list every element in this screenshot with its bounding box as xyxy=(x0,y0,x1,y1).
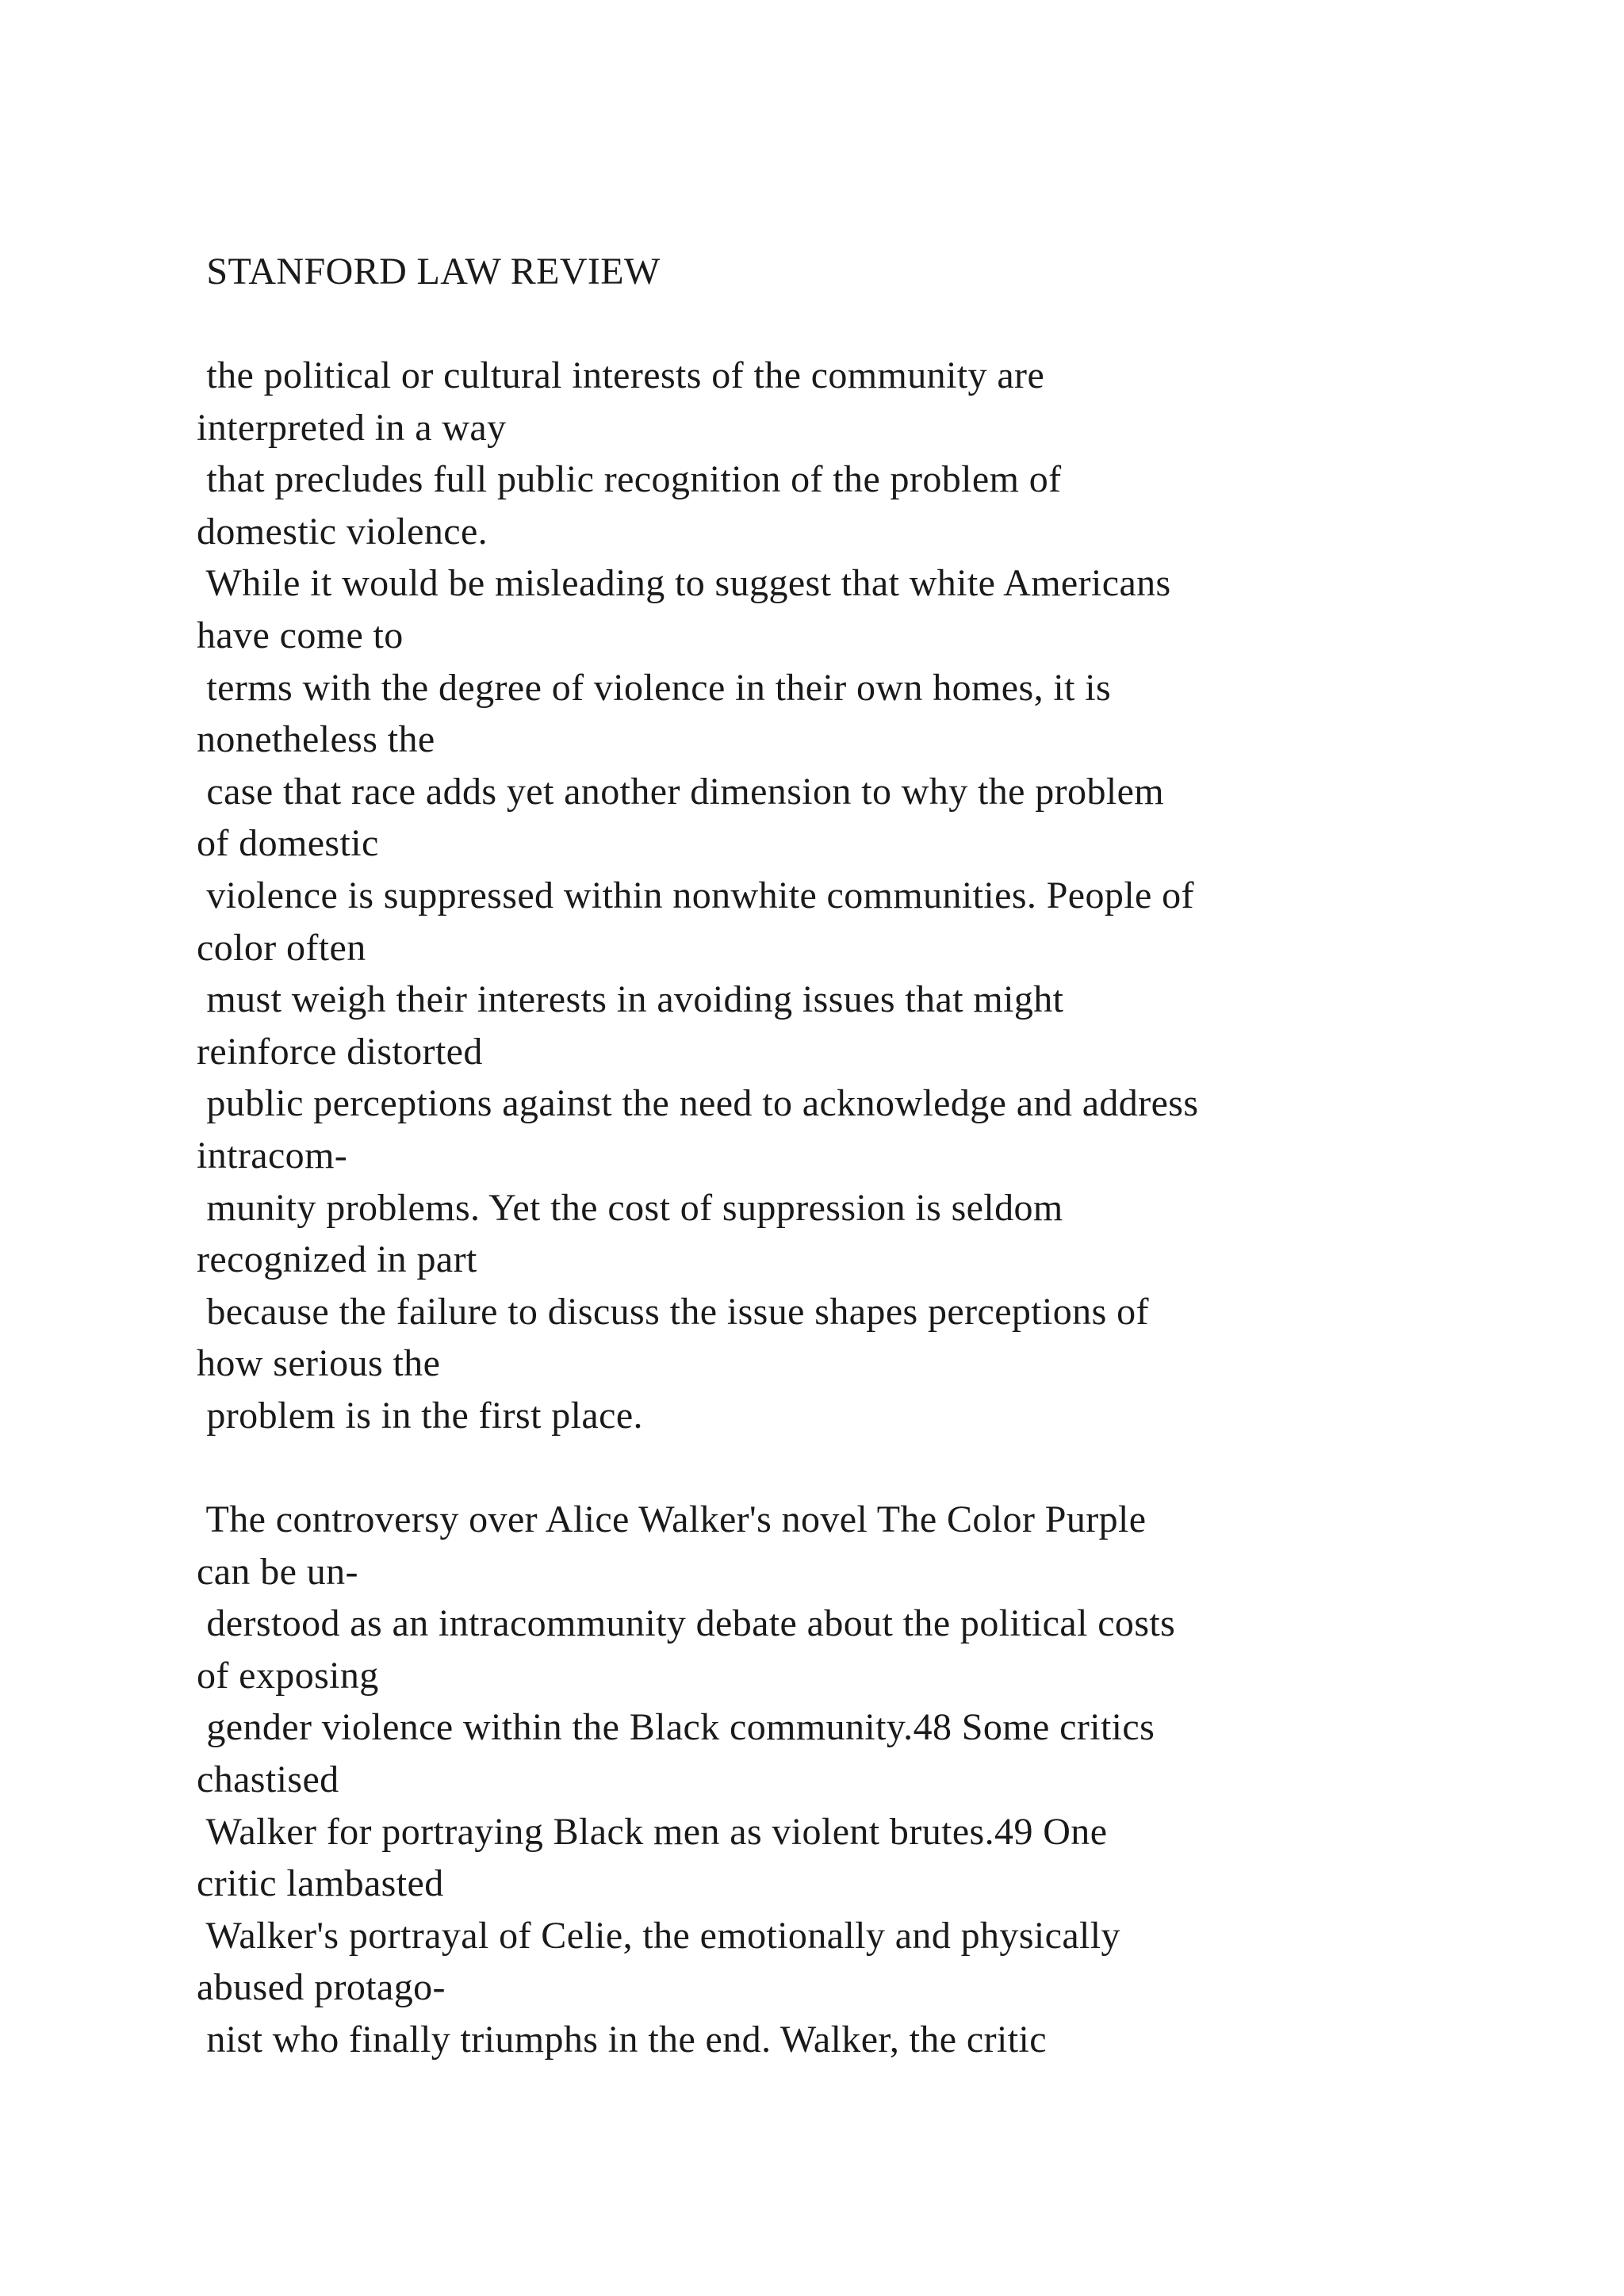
running-head-text: STANFORD LAW REVIEW xyxy=(197,251,661,293)
text-line: problem is in the first place. xyxy=(197,1394,643,1437)
text-line: derstood as an intracommunity debate about the political costs xyxy=(197,1602,1176,1645)
text-line: intracom- xyxy=(197,1134,348,1177)
text-line: that precludes full public recognition of the problem of xyxy=(197,458,1062,501)
text-line: have come to xyxy=(197,614,404,656)
running-head xyxy=(197,246,1561,298)
text-line: interpreted in a way xyxy=(197,406,507,449)
text-line: nist who finally triumphs in the end. Walker, the critic xyxy=(197,2018,1047,2061)
text-line: abused protago- xyxy=(197,1966,446,2009)
text-line: chastised xyxy=(197,1758,339,1800)
text-line: munity problems. Yet the cost of suppression is seldom xyxy=(197,1186,1063,1229)
text-line: must weigh their interests in avoiding issues that might xyxy=(197,978,1064,1021)
text-line: how serious the xyxy=(197,1342,441,1385)
text-line: reinforce distorted xyxy=(197,1030,483,1073)
text-line: recognized in part xyxy=(197,1238,477,1281)
text-line: The controversy over Alice Walker's novel The Color Purple xyxy=(197,1498,1147,1540)
text-line: because the failure to discuss the issue shapes perceptions of xyxy=(197,1290,1149,1333)
text-line: gender violence within the Black community.48 Some critics xyxy=(197,1706,1155,1749)
text-line: of exposing xyxy=(197,1654,379,1697)
text-line: can be un- xyxy=(197,1550,358,1593)
text-line: critic lambasted xyxy=(197,1862,444,1905)
paragraph-1 xyxy=(197,350,1561,1441)
paragraph-2 xyxy=(197,1494,1561,2066)
text-line: Walker's portrayal of Celie, the emotionally and physically xyxy=(197,1914,1120,1957)
text-line: color often xyxy=(197,926,366,969)
text-line: of domestic xyxy=(197,822,379,865)
text-line: nonetheless the xyxy=(197,718,435,761)
text-line: domestic violence. xyxy=(197,510,488,553)
text-line: Walker for portraying Black men as violent brutes.49 One xyxy=(197,1810,1108,1853)
text-line: While it would be misleading to suggest that white Americans xyxy=(197,562,1171,605)
text-line: terms with the degree of violence in their own homes, it is xyxy=(197,666,1112,709)
text-line: case that race adds yet another dimension to why the problem xyxy=(197,770,1165,813)
text-line: violence is suppressed within nonwhite communities. People of xyxy=(197,874,1194,916)
text-line: the political or cultural interests of the community are xyxy=(197,354,1045,396)
text-line: public perceptions against the need to acknowledge and address xyxy=(197,1082,1199,1125)
